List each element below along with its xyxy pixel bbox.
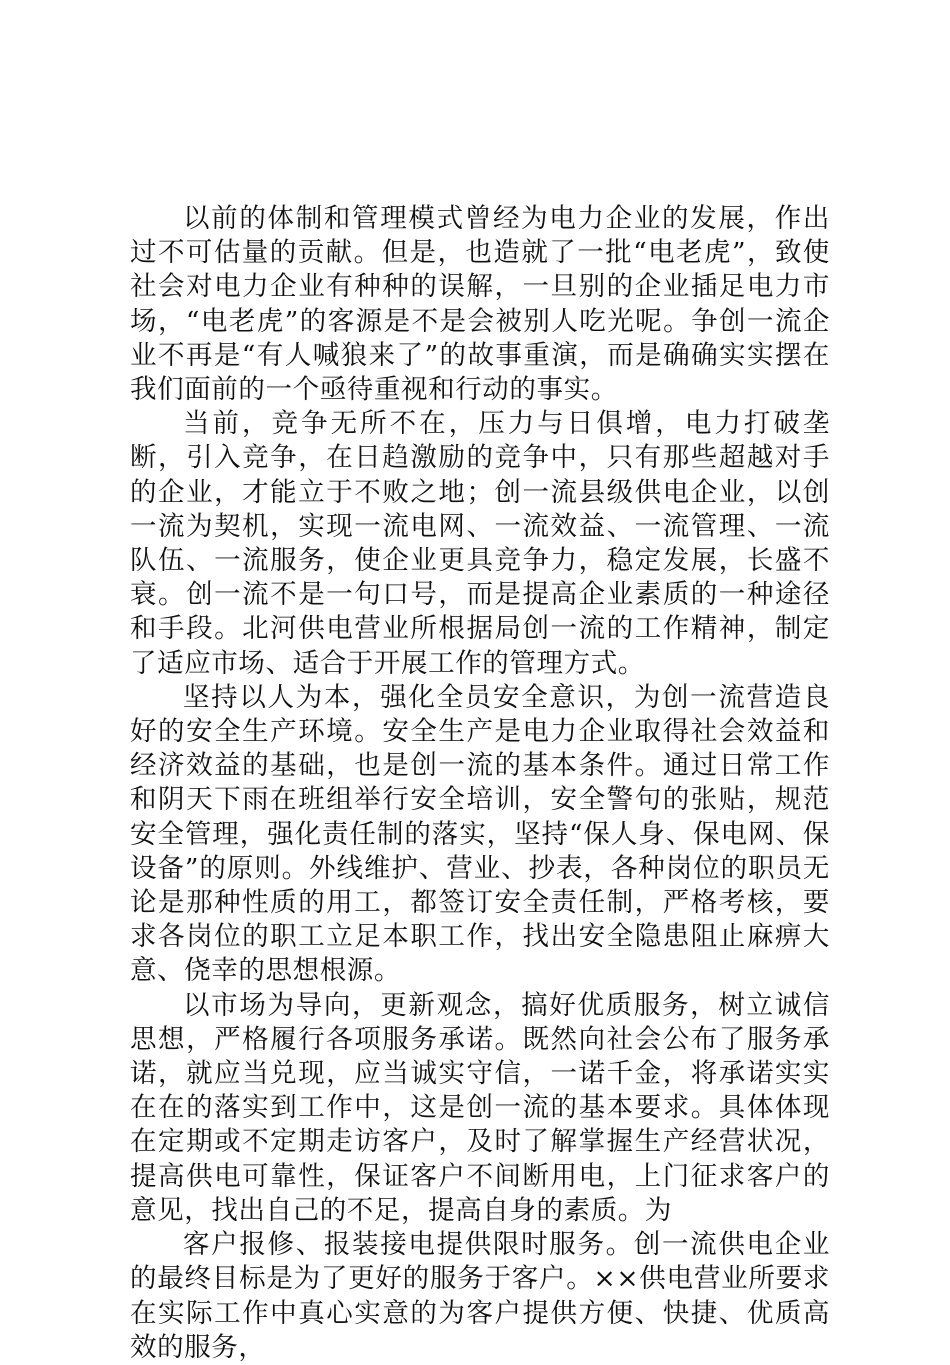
paragraph: 以前的体制和管理模式曾经为电力企业的发展，作出过不可估量的贡献。但是，也造就了一批“电老虎”，致使社会对电力企业有种种的误解，一旦别的企业插足电力市场，“电老虎”的客源是不是会被别人吃光呢。争创一流企业不再是“有人喊狼来了”的故事重演，而是确确实实摆在我们面前的一个亟待重视和行动的事实。 xyxy=(130,203,830,406)
paragraph: 坚持以人为本，强化全员安全意识，为创一流营造良好的安全生产环境。安全生产是电力企业取得社会效益和经济效益的基础，也是创一流的基本条件。通过日常工作和阴天下雨在班组举行安全培训，安全警句的张贴，规范安全管理，强化责任制的落实，坚持“保人身、保电网、保设备”的原则。外线维护、营业、抄表，各种岗位的职员无论是那种性质的用工，都签订安全责任制，严格考核，要求各岗位的职工立足本职工作，找出安全隐患阻止麻痹大意、侥幸的思想根源。 xyxy=(130,681,830,987)
document-body xyxy=(130,202,830,1365)
paragraph: 以市场为导向，更新观念，搞好优质服务，树立诚信思想，严格履行各项服务承诺。既然向社会公布了服务承诺，就应当兑现，应当诚实守信，一诺千金，将承诺实实在在的落实到工作中，这是创一流的基本要求。具体体现在定期或不定期走访客户，及时了解掌握生产经营状况，提高供电可靠性，保证客户不间断用电，上门征求客户的意见，找出自己的不足，提高自身的素质。为 xyxy=(130,989,830,1226)
paragraph: 客户报修、报装接电提供限时服务。创一流供电企业的最终目标是为了更好的服务于客户。××供电营业所要求在实际工作中真心实意的为客户提供方便、快捷、优质高效的服务， xyxy=(130,1229,830,1363)
paragraph: 当前，竞争无所不在，压力与日俱增，电力打破垄断，引入竞争，在日趋激励的竞争中，只有那些超越对手的企业，才能立于不败之地；创一流县级供电企业，以创一流为契机，实现一流电网、一流效益、一流管理、一流队伍、一流服务，使企业更具竞争力，稳定发展，长盛不衰。创一流不是一句口号，而是提高企业素质的一种途径和手段。北河供电营业所根据局创一流的工作精神，制定了适应市场、适合于开展工作的管理方式。 xyxy=(130,408,830,679)
